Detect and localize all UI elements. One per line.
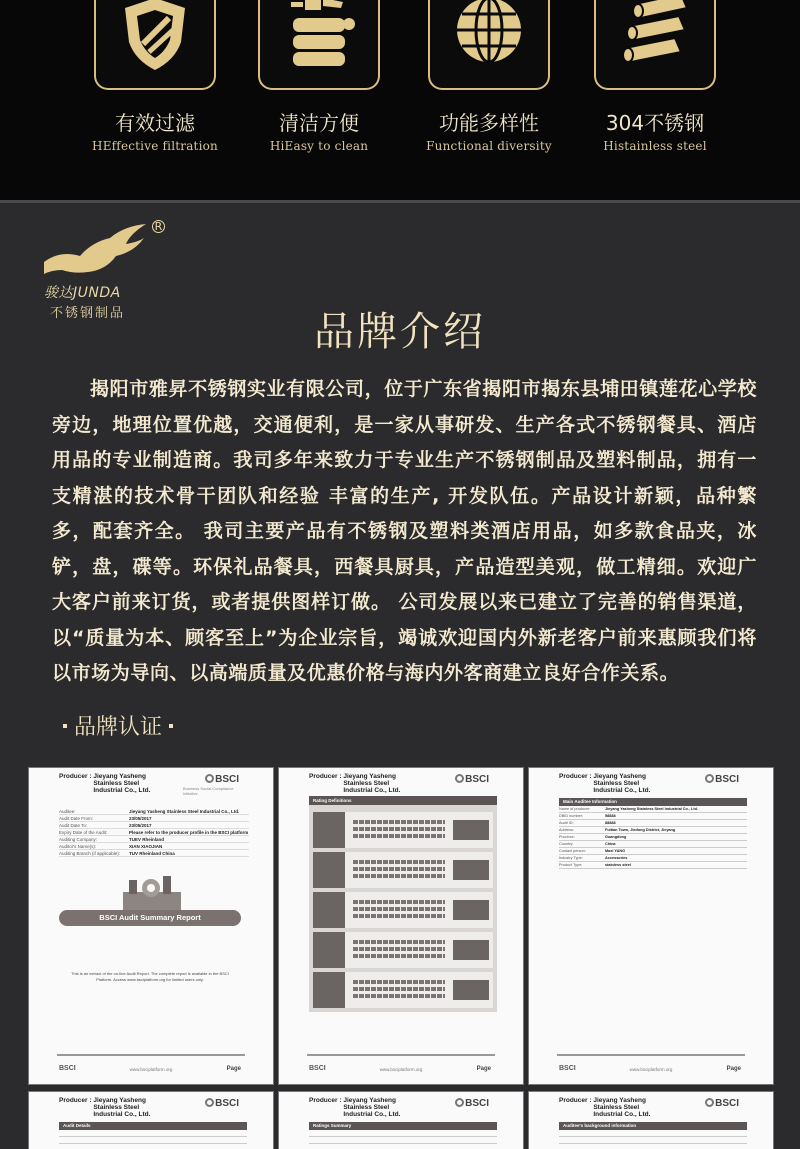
table-row: Address: Fuitian Town, Jiedong District, Jieyang xyxy=(559,827,747,834)
panel-header: Main Auditee Information xyxy=(559,798,747,806)
doc-producer: Producer : Jieyang Yasheng Stainless Steel Industrial Co., Ltd. xyxy=(309,1097,401,1118)
doc-producer: Producer : Jieyang Yasheng Stainless Steel Industrial Co., Ltd. xyxy=(309,773,401,794)
company-introduction: 揭阳市雅昇不锈钢实业有限公司，位于广东省揭阳市揭东县埔田镇莲花心学校旁边，地理位置优越，交通便利，是一家从事研发、生产各式不锈钢餐具、酒店用品的专业制造商。我司多年来致力于专业生产不锈钢制品及塑料制品，拥有一支精湛的技术骨干团队和经验 丰富的生产, 开发队伍。产品设计新颖，品种繁多，配套齐全。 我司主要产品有不锈钢及塑料类酒店用品，如多款食品夹，冰铲，盘，碟等。环保礼品餐具，西餐具厨具，产品造型美观，做工精细。欢迎广大客户前来订货，或者提供图样订做。 公司发展以来已建立了完善的销售渠道，以“质量为本、顾客至上”为企业宗旨，竭诚欢迎国内外新老客户前来惠顾我们将以市场为导向、以高端质量及优惠价格与海内外客商建立良好合作关系。 xyxy=(52,378,757,684)
footer-bsci-logo: BSCI xyxy=(309,1065,326,1072)
rating-row xyxy=(313,812,493,848)
winged-horse-logo-icon xyxy=(40,222,150,284)
table-row: Auditee: Jieyang Yasheng Stainless Steel Industrial Co., Ltd. xyxy=(59,808,249,815)
certificate-page[interactable] xyxy=(278,1091,524,1149)
table-row xyxy=(559,1130,747,1137)
factory-illustration-icon xyxy=(117,874,187,912)
ratings-summary-panel xyxy=(309,1122,497,1144)
feature-subtitle: Histainless steel xyxy=(603,139,707,153)
report-banner: BSCI Audit Summary Report xyxy=(59,910,241,926)
feature-strip xyxy=(0,0,800,200)
feature-subtitle: Functional diversity xyxy=(426,139,552,153)
feature-stainless-steel xyxy=(570,0,740,153)
rating-definitions-panel xyxy=(309,796,497,1012)
table-row: Province: Guangdong xyxy=(559,834,747,841)
doc-producer: Producer : Jieyang Yasheng Stainless Steel Industrial Co., Ltd. xyxy=(559,1097,651,1118)
feature-title: 清洁方便 xyxy=(279,111,359,135)
logo-subtitle: 不锈钢制品 xyxy=(50,306,126,321)
shield-icon xyxy=(115,0,195,74)
table-row: Product Type: stainless steel xyxy=(559,862,747,869)
footer-url: www.bsciplatform.org xyxy=(379,1067,423,1072)
doc-producer: Producer : Jieyang Yasheng Stainless Steel Industrial Co., Ltd. xyxy=(59,1097,151,1118)
bullet-dot xyxy=(169,724,173,728)
auditee-info-panel xyxy=(559,798,747,869)
table-row: Name of producer: Jieyang Yasheng Stainless Steel Industrial Co., Ltd. xyxy=(559,806,747,813)
rating-row xyxy=(313,852,493,888)
table-row: Auditing Branch (if applicable): TUV Rheinland China xyxy=(59,850,249,857)
certificate-page[interactable] xyxy=(28,767,274,1085)
audit-details-panel xyxy=(59,1122,247,1144)
globe-icon xyxy=(449,0,529,74)
background-info-panel xyxy=(559,1122,747,1144)
page-number: Page xyxy=(476,1066,491,1072)
table-row xyxy=(559,1137,747,1144)
feature-functional-diversity xyxy=(404,0,574,153)
doc-producer: Producer : Jieyang Yasheng Stainless Steel Industrial Co., Ltd. xyxy=(59,773,151,794)
footer-url: www.bsciplatform.org xyxy=(129,1067,173,1072)
feature-badge xyxy=(94,0,216,90)
feature-easy-clean xyxy=(234,0,404,153)
bsci-logo: BSCI xyxy=(205,774,239,785)
page-number: Page xyxy=(226,1066,241,1072)
table-row: Audit Date To: 23/05/2017 xyxy=(59,822,249,829)
section-divider xyxy=(0,200,800,203)
certification-heading xyxy=(56,710,180,741)
table-row: Contact person: Maxi YANG xyxy=(559,848,747,855)
table-row xyxy=(309,1137,497,1144)
certificate-page[interactable] xyxy=(28,1091,274,1149)
table-row: Country: China xyxy=(559,841,747,848)
bullet-dot xyxy=(63,724,67,728)
feature-badge xyxy=(594,0,716,90)
table-row: Audit Date From: 23/05/2017 xyxy=(59,815,249,822)
panel-header: Audit Details xyxy=(59,1122,247,1130)
report-note: This is an extract of the on-line Audit Report. The complete report is available in the BSCI Platform. Access www.bsciplatform.org for limited users only. xyxy=(71,971,229,982)
registered-mark: R xyxy=(152,220,165,233)
table-row: Industry Type: Accessories xyxy=(559,855,747,862)
feature-subtitle: HiEasy to clean xyxy=(269,139,369,153)
feature-badge xyxy=(258,0,380,90)
footer-bsci-logo: BSCI xyxy=(559,1065,576,1072)
audit-info-table xyxy=(59,808,249,857)
rating-row xyxy=(313,932,493,968)
panel-header: Rating Definitions xyxy=(309,796,497,805)
page-number: Page xyxy=(726,1066,741,1072)
doc-producer: Producer : Jieyang Yasheng Stainless Steel Industrial Co., Ltd. xyxy=(559,773,651,794)
spray-cleaning-icon xyxy=(279,0,359,74)
feature-title: 304不锈钢 xyxy=(605,111,705,135)
feature-title: 有效过滤 xyxy=(115,111,195,135)
panel-header: Ratings Summary xyxy=(309,1122,497,1130)
footer-line xyxy=(307,1054,495,1056)
table-row: Auditing Company: TUEV Rheinland xyxy=(59,836,249,843)
feature-badge xyxy=(428,0,550,90)
rating-row xyxy=(313,892,493,928)
table-row xyxy=(309,1130,497,1137)
certificate-page[interactable] xyxy=(528,767,774,1085)
panel-header: Auditee's background information xyxy=(559,1122,747,1130)
bsci-logo: BSCI xyxy=(455,774,489,785)
bsci-logo: BSCI xyxy=(705,1098,739,1109)
bsci-tagline: Business Social Compliance Initiative xyxy=(183,786,234,796)
bsci-logo: BSCI xyxy=(705,774,739,785)
feature-subtitle: HEffective filtration xyxy=(92,139,218,153)
bsci-logo: BSCI xyxy=(455,1098,489,1109)
section-title: 品牌介绍 xyxy=(314,309,486,355)
logo-brand-name: 骏达JUNDA xyxy=(44,285,121,301)
bsci-logo: BSCI xyxy=(205,1098,239,1109)
table-row xyxy=(59,1130,247,1137)
certification-heading-text: 品牌认证 xyxy=(74,715,163,740)
steel-pipes-icon xyxy=(615,0,695,74)
footer-line xyxy=(557,1054,745,1056)
certificate-page[interactable] xyxy=(528,1091,774,1149)
certificate-page[interactable] xyxy=(278,767,524,1085)
table-row: DBID number: 58888 xyxy=(559,813,747,820)
table-row xyxy=(59,1137,247,1144)
footer-bsci-logo: BSCI xyxy=(59,1065,76,1072)
footer-line xyxy=(57,1054,245,1056)
feature-title: 功能多样性 xyxy=(439,111,539,135)
feature-filtration xyxy=(70,0,240,153)
table-row: Auditor's Name(s): XIAN XIAOJIAN xyxy=(59,843,249,850)
table-row: Expiry Date of the Audit: Please refer to the producer profile in the BSCI platform xyxy=(59,829,249,835)
table-row: Audit ID: 88888 xyxy=(559,820,747,827)
rating-row xyxy=(313,972,493,1008)
footer-url: www.bsciplatform.org xyxy=(629,1067,673,1072)
